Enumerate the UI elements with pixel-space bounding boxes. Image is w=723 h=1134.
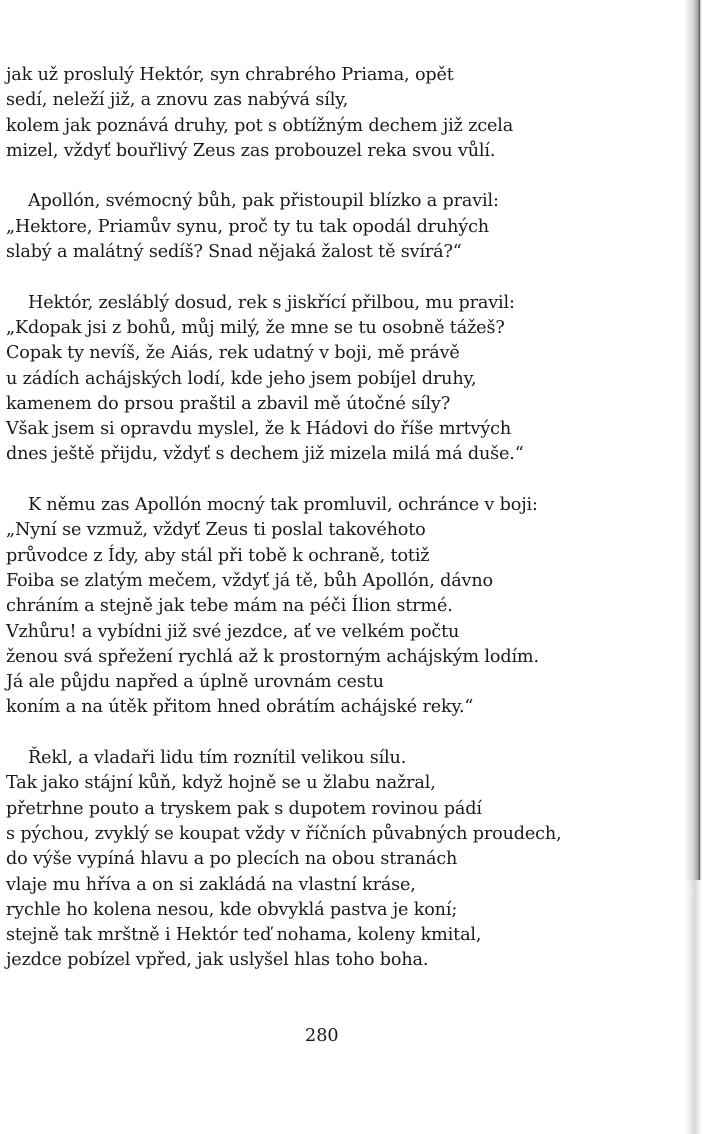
verse-line: mizel, vždyť bouřlivý Zeus zas probouzel reka svou vůlí. <box>6 140 496 161</box>
verse-line: Foiba se zlatým mečem, vždyť já tě, bůh Apollón, dávno <box>6 570 493 591</box>
stanza-1 <box>6 63 676 164</box>
verse-line: Já ale půjdu napřed a úplně urovnám cestu <box>6 672 384 693</box>
stanza-4 <box>6 493 676 721</box>
verse-line: kamenem do prsou praštil a zbavil mě útočné síly? <box>6 393 451 414</box>
verse-line: Tak jako stájní kůň, když hojně se u žlabu nažral, <box>6 773 436 794</box>
stanza-2 <box>6 189 676 265</box>
verse-line: vlaje mu hříva a on si zakládá na vlastní kráse, <box>6 874 416 895</box>
page-number: 280 <box>305 1026 339 1046</box>
verse-line: Apollón, svémocný bůh, pak přistoupil blízko a pravil: <box>28 191 499 212</box>
verse-line: Však jsem si opravdu myslel, že k Hádovi do říše mrtvých <box>6 419 511 440</box>
verse-line: přetrhne pouto a tryskem pak s dupotem rovinou pádí <box>6 798 482 819</box>
verse-line: slabý a malátný sedíš? Snad nějaká žalost tě svírá?“ <box>6 242 462 263</box>
verse-line: „Nyní se vzmuž, vždyť Zeus ti poslal takovéhoto <box>6 520 426 541</box>
verse-line: s pýchou, zvyklý se koupat vždy v říčních půvabných proudech, <box>6 823 562 844</box>
verse-line: průvodce z Ídy, aby stál při tobě k ochraně, totiž <box>6 545 430 566</box>
verse-line: u zádích achájských lodí, kde jeho jsem pobíjel druhy, <box>6 368 477 389</box>
verse-line: „Kdopak jsi z bohů, můj milý, že mne se tu osobně tážeš? <box>6 317 505 338</box>
verse-line: Vzhůru! a vybídni již své jezdce, ať ve velkém počtu <box>6 621 460 642</box>
verse-line: chráním a stejně jak tebe mám na péči Ílion strmé. <box>6 596 453 617</box>
verse-line: jezdce pobízel vpřed, jak uslyšel hlas toho boha. <box>6 950 429 971</box>
verse-line: Copak ty nevíš, že Aiás, rek udatný v boji, mě právě <box>6 343 460 364</box>
verse-line: dnes ještě přijdu, vždyť s dechem již mizela milá má duše.“ <box>6 444 524 465</box>
verse-line: sedí, neleží již, a znovu zas nabývá síly, <box>6 90 349 111</box>
verse-line: „Hektore, Priamův synu, proč ty tu tak opodál druhých <box>6 216 489 237</box>
verse-line: Řekl, a vladaři lidu tím roznítil velikou sílu. <box>28 748 407 769</box>
verse-line: Hektór, zesláblý dosud, rek s jiskřící přilbou, mu pravil: <box>28 292 515 313</box>
poem-body <box>6 63 676 999</box>
stanza-3 <box>6 291 676 468</box>
verse-line: ženou svá spřežení rychlá až k prostorným achájským lodím. <box>6 646 539 667</box>
verse-line: koním a na útěk přitom hned obrátím achájské reky.“ <box>6 697 474 718</box>
verse-line: stejně tak mrštně i Hektór teď nohama, koleny kmital, <box>6 925 482 946</box>
verse-line: rychle ho kolena nesou, kde obvyklá pastva je koní; <box>6 899 458 920</box>
verse-line: kolem jak poznává druhy, pot s obtížným dechem již zcela <box>6 115 514 136</box>
verse-line: K němu zas Apollón mocný tak promluvil, ochránce v boji: <box>28 495 538 516</box>
stanza-5 <box>6 746 676 974</box>
verse-line: jak už proslulý Hektór, syn chrabrého Priama, opět <box>6 65 454 85</box>
book-binding-shadow-lower <box>684 880 702 1134</box>
verse-line: do výše vypíná hlavu a po plecích na obou stranách <box>6 849 458 870</box>
